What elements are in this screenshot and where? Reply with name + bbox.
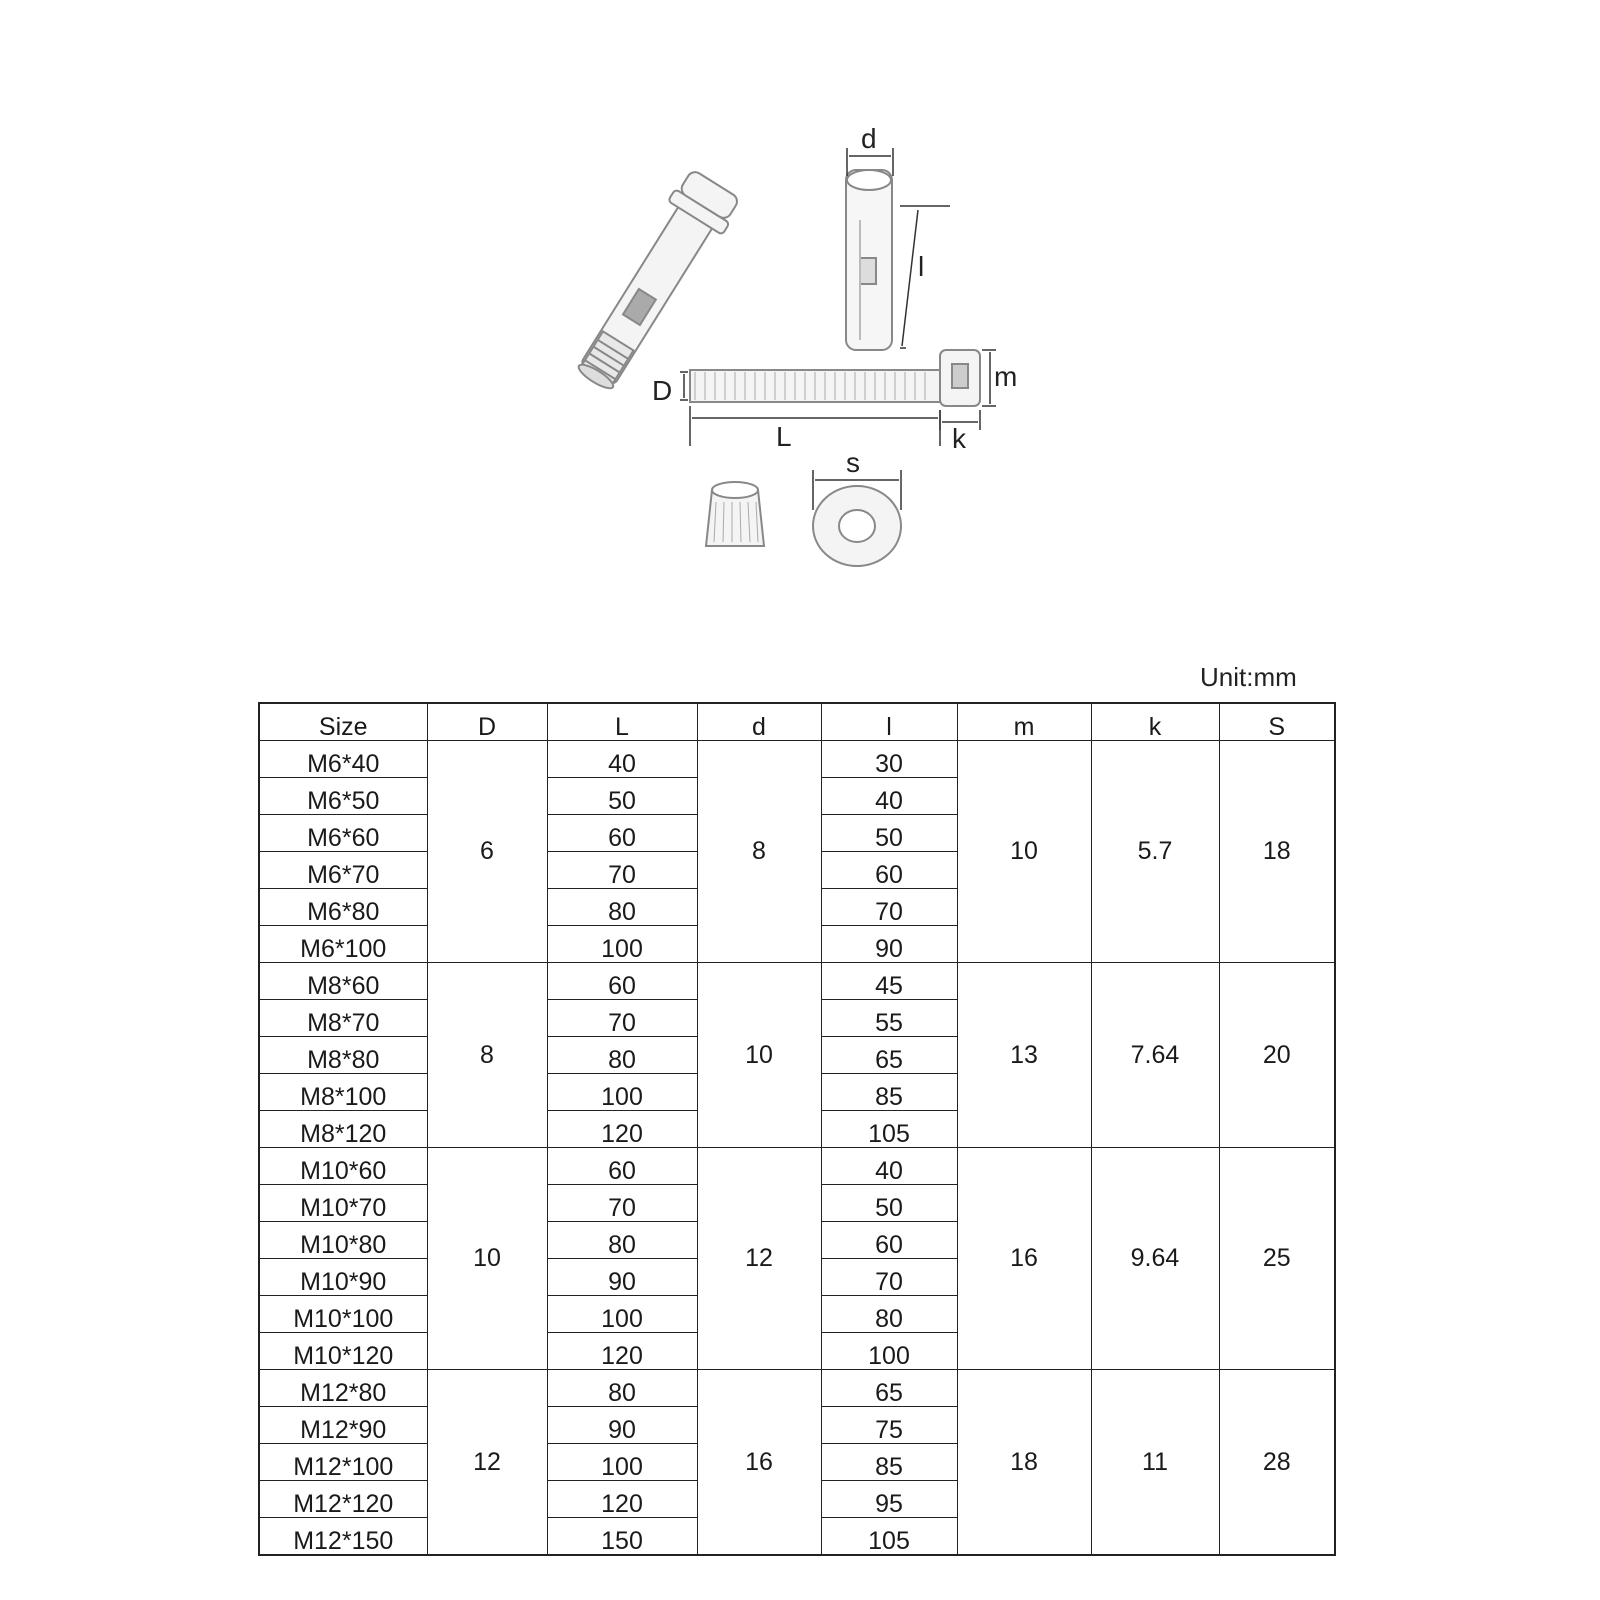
cell-m: 18 — [957, 1370, 1091, 1556]
cell-size: M12*100 — [259, 1444, 427, 1481]
cell-L: 100 — [547, 1074, 697, 1111]
cell-S: 28 — [1219, 1370, 1335, 1556]
cell-l: 60 — [821, 852, 957, 889]
cell-m: 16 — [957, 1148, 1091, 1370]
table-header-row — [259, 703, 1335, 741]
cell-D: 12 — [427, 1370, 547, 1556]
cell-size: M6*60 — [259, 815, 427, 852]
cell-S: 25 — [1219, 1148, 1335, 1370]
cell-l: 50 — [821, 815, 957, 852]
cell-L: 90 — [547, 1259, 697, 1296]
table-body — [259, 741, 1335, 1556]
cell-size: M8*80 — [259, 1037, 427, 1074]
sleeve-dimension-l — [900, 206, 950, 348]
cell-L: 60 — [547, 815, 697, 852]
cell-l: 70 — [821, 889, 957, 926]
cell-l: 60 — [821, 1222, 957, 1259]
cell-size: M10*60 — [259, 1148, 427, 1185]
cell-k: 9.64 — [1091, 1148, 1219, 1370]
cell-m: 10 — [957, 741, 1091, 963]
cell-d: 8 — [697, 741, 821, 963]
cell-k: 11 — [1091, 1370, 1219, 1556]
cell-l: 70 — [821, 1259, 957, 1296]
cell-L: 100 — [547, 926, 697, 963]
column-header-col-7: S — [1219, 703, 1335, 741]
cell-L: 40 — [547, 741, 697, 778]
nut-illustration — [706, 482, 764, 546]
dimension-D-label: D — [652, 375, 673, 406]
anchor-bolt-spec-table — [258, 702, 1336, 1556]
table-row — [259, 1370, 1335, 1407]
cell-L: 60 — [547, 1148, 697, 1185]
cell-size: M10*90 — [259, 1259, 427, 1296]
cell-l: 80 — [821, 1296, 957, 1333]
dimension-m-label: m — [994, 361, 1018, 392]
column-header-col-5: m — [957, 703, 1091, 741]
cell-size: M12*90 — [259, 1407, 427, 1444]
dimension-d-label: d — [861, 123, 877, 154]
cell-size: M8*100 — [259, 1074, 427, 1111]
cell-L: 100 — [547, 1444, 697, 1481]
cell-L: 70 — [547, 1000, 697, 1037]
cell-D: 10 — [427, 1148, 547, 1370]
cell-L: 90 — [547, 1407, 697, 1444]
cell-size: M6*80 — [259, 889, 427, 926]
dimension-l-label: l — [918, 251, 925, 282]
cell-k: 5.7 — [1091, 741, 1219, 963]
anchor-bolt-diagram — [520, 110, 1060, 580]
cell-L: 100 — [547, 1296, 697, 1333]
cell-size: M6*70 — [259, 852, 427, 889]
table-row — [259, 1148, 1335, 1185]
cell-l: 105 — [821, 1518, 957, 1556]
cell-l: 100 — [821, 1333, 957, 1370]
bolt-illustration — [690, 350, 980, 406]
cell-size: M6*100 — [259, 926, 427, 963]
cell-k: 7.64 — [1091, 963, 1219, 1148]
cell-l: 65 — [821, 1370, 957, 1407]
column-header-col-6: k — [1091, 703, 1219, 741]
dimension-L-label: L — [776, 421, 792, 452]
cell-L: 70 — [547, 1185, 697, 1222]
cell-l: 85 — [821, 1074, 957, 1111]
dimension-s-label: s — [846, 447, 860, 478]
table-row — [259, 741, 1335, 778]
column-header-size: Size — [259, 703, 427, 741]
cell-m: 13 — [957, 963, 1091, 1148]
cell-l: 95 — [821, 1481, 957, 1518]
cell-D: 8 — [427, 963, 547, 1148]
cell-l: 45 — [821, 963, 957, 1000]
cell-d: 10 — [697, 963, 821, 1148]
assembled-anchor-illustration — [566, 167, 744, 399]
bolt-dimension-L — [690, 406, 940, 446]
cell-L: 120 — [547, 1111, 697, 1148]
cell-L: 80 — [547, 1222, 697, 1259]
cell-size: M6*50 — [259, 778, 427, 815]
cell-L: 80 — [547, 1370, 697, 1407]
cell-S: 20 — [1219, 963, 1335, 1148]
cell-size: M12*120 — [259, 1481, 427, 1518]
cell-size: M12*150 — [259, 1518, 427, 1556]
cell-l: 75 — [821, 1407, 957, 1444]
cell-L: 60 — [547, 963, 697, 1000]
table-row — [259, 963, 1335, 1000]
cell-l: 90 — [821, 926, 957, 963]
cell-l: 40 — [821, 1148, 957, 1185]
cell-L: 120 — [547, 1481, 697, 1518]
cell-d: 16 — [697, 1370, 821, 1556]
column-header-col-1: D — [427, 703, 547, 741]
cell-D: 6 — [427, 741, 547, 963]
cell-l: 85 — [821, 1444, 957, 1481]
cell-l: 55 — [821, 1000, 957, 1037]
cell-L: 80 — [547, 1037, 697, 1074]
column-header-col-3: d — [697, 703, 821, 741]
cell-L: 70 — [547, 852, 697, 889]
cell-size: M12*80 — [259, 1370, 427, 1407]
cell-l: 30 — [821, 741, 957, 778]
sleeve-illustration — [846, 170, 892, 350]
cell-l: 65 — [821, 1037, 957, 1074]
cell-L: 50 — [547, 778, 697, 815]
cell-size: M10*70 — [259, 1185, 427, 1222]
column-header-col-2: L — [547, 703, 697, 741]
cell-d: 12 — [697, 1148, 821, 1370]
cell-size: M8*70 — [259, 1000, 427, 1037]
cell-size: M10*80 — [259, 1222, 427, 1259]
cell-L: 150 — [547, 1518, 697, 1556]
cell-l: 50 — [821, 1185, 957, 1222]
cell-size: M8*120 — [259, 1111, 427, 1148]
dimension-k-label: k — [952, 423, 966, 454]
unit-label: Unit:mm — [1200, 662, 1297, 692]
bolt-dimension-D — [680, 372, 688, 400]
cell-size: M8*60 — [259, 963, 427, 1000]
cell-size: M10*100 — [259, 1296, 427, 1333]
cell-l: 105 — [821, 1111, 957, 1148]
column-header-col-4: l — [821, 703, 957, 741]
cell-size: M10*120 — [259, 1333, 427, 1370]
cell-size: M6*40 — [259, 741, 427, 778]
cell-S: 18 — [1219, 741, 1335, 963]
washer-illustration — [813, 486, 901, 566]
cell-l: 40 — [821, 778, 957, 815]
cell-L: 80 — [547, 889, 697, 926]
cell-L: 120 — [547, 1333, 697, 1370]
